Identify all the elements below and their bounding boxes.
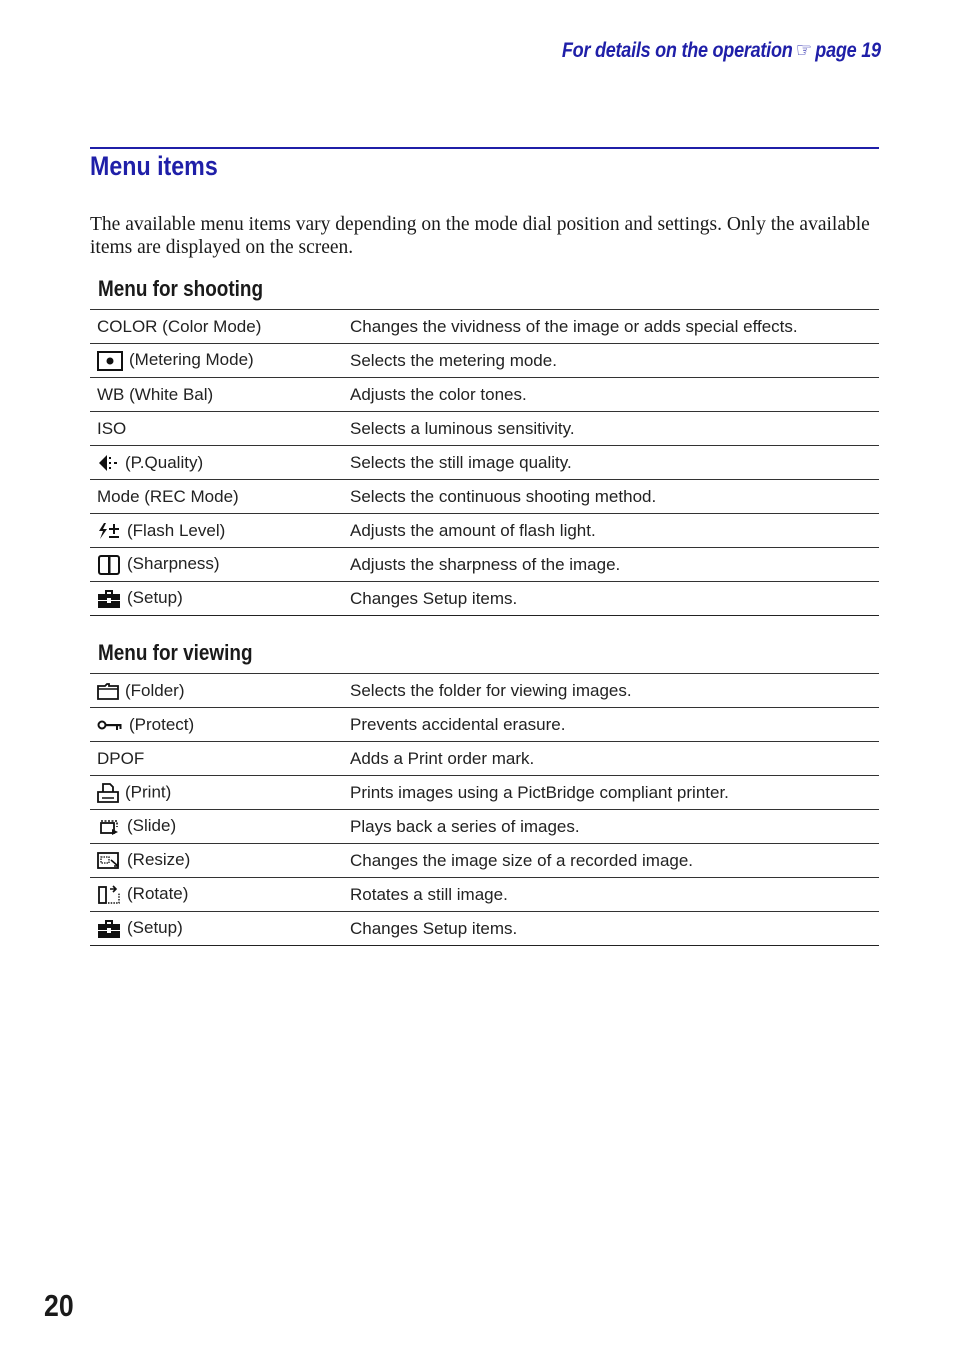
menu-item-description: Selects the folder for viewing images. [343, 674, 879, 708]
menu-item-name: (Folder) [90, 674, 343, 708]
table-row [90, 446, 879, 480]
setup-toolbox-icon [97, 589, 121, 609]
operation-reference-page: page 19 [815, 39, 881, 62]
menu-item-name: (Slide) [90, 810, 343, 844]
menu-item-name: (Setup) [90, 582, 343, 616]
viewing-menu-table [90, 673, 879, 946]
shooting-menu-heading: Menu for shooting [98, 276, 263, 301]
picture-quality-icon [97, 454, 119, 472]
folder-icon [97, 682, 119, 700]
table-row [90, 412, 879, 446]
menu-item-description: Prints images using a PictBridge compliant printer. [343, 776, 879, 810]
table-row [90, 878, 879, 912]
menu-item-description: Changes the image size of a recorded image. [343, 844, 879, 878]
menu-item-description: Adds a Print order mark. [343, 742, 879, 776]
flash-level-icon [97, 522, 121, 540]
menu-item-name: (Sharpness) [90, 548, 343, 582]
protect-key-icon [97, 718, 123, 732]
menu-item-description: Prevents accidental erasure. [343, 708, 879, 742]
menu-item-description: Changes Setup items. [343, 912, 879, 946]
table-row [90, 310, 879, 344]
viewing-menu-heading: Menu for viewing [98, 640, 253, 665]
menu-item-name: (Print) [90, 776, 343, 810]
table-row [90, 548, 879, 582]
menu-item-description: Adjusts the color tones. [343, 378, 879, 412]
menu-item-name: (Setup) [90, 912, 343, 946]
table-row [90, 582, 879, 616]
menu-item-name: (Protect) [90, 708, 343, 742]
table-row [90, 344, 879, 378]
menu-item-name: DPOF [90, 742, 343, 776]
slide-show-icon [97, 817, 121, 837]
menu-item-name: Mode (REC Mode) [90, 480, 343, 514]
menu-item-description: Selects the metering mode. [343, 344, 879, 378]
menu-item-name: ISO [90, 412, 343, 446]
table-row [90, 776, 879, 810]
menu-item-description: Selects a luminous sensitivity. [343, 412, 879, 446]
page-title: Menu items [90, 151, 218, 181]
table-row [90, 844, 879, 878]
menu-item-name: (Resize) [90, 844, 343, 878]
print-icon [97, 782, 119, 804]
table-row [90, 514, 879, 548]
menu-item-name: (P.Quality) [90, 446, 343, 480]
setup-toolbox-icon [97, 919, 121, 939]
sharpness-icon [97, 555, 121, 575]
menu-item-name: WB (White Bal) [90, 378, 343, 412]
table-row [90, 378, 879, 412]
operation-reference-text: For details on the operation [562, 39, 793, 62]
rotate-icon [97, 885, 121, 905]
menu-item-name: (Metering Mode) [90, 344, 343, 378]
table-row [90, 480, 879, 514]
table-row [90, 742, 879, 776]
menu-item-description: Changes Setup items. [343, 582, 879, 616]
page-number: 20 [44, 1288, 74, 1323]
menu-item-description: Adjusts the sharpness of the image. [343, 548, 879, 582]
menu-item-description: Selects the continuous shooting method. [343, 480, 879, 514]
shooting-menu-table [90, 309, 879, 616]
title-rule [90, 147, 879, 149]
menu-item-name: (Rotate) [90, 878, 343, 912]
operation-reference-link[interactable] [562, 38, 881, 63]
hand-pointer-icon: ☞ [796, 39, 813, 62]
table-row [90, 810, 879, 844]
menu-item-description: Adjusts the amount of flash light. [343, 514, 879, 548]
table-row [90, 912, 879, 946]
table-row [90, 708, 879, 742]
table-row [90, 674, 879, 708]
menu-item-description: Changes the vividness of the image or adds special effects. [343, 310, 879, 344]
intro-paragraph: The available menu items vary depending on the mode dial position and settings. Only the available items are displayed on the screen. [90, 214, 870, 258]
menu-item-description: Plays back a series of images. [343, 810, 879, 844]
menu-item-description: Selects the still image quality. [343, 446, 879, 480]
menu-item-name: COLOR (Color Mode) [90, 310, 343, 344]
menu-item-name: (Flash Level) [90, 514, 343, 548]
resize-icon [97, 851, 121, 871]
metering-mode-icon [97, 351, 123, 371]
menu-item-description: Rotates a still image. [343, 878, 879, 912]
